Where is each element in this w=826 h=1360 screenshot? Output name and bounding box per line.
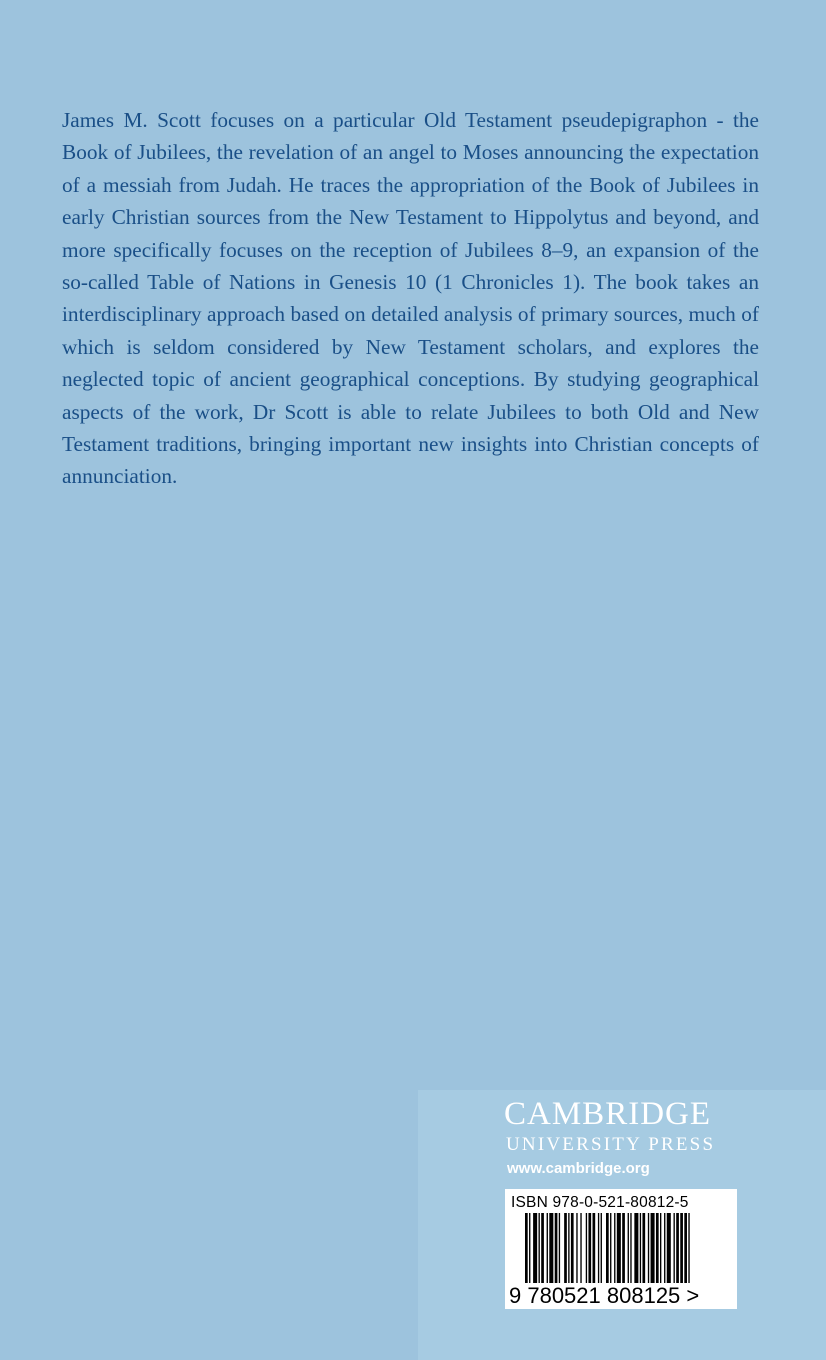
barcode-bar <box>559 1213 560 1283</box>
barcode-bar <box>667 1213 671 1283</box>
barcode-bar <box>617 1213 621 1283</box>
publisher-panel <box>418 1090 826 1360</box>
barcode-digits: 9 780521 808125 > <box>509 1283 700 1308</box>
barcode-bar <box>614 1213 615 1283</box>
barcode-bar <box>598 1213 599 1283</box>
barcode-bar <box>601 1213 602 1283</box>
barcode-bar <box>628 1213 629 1283</box>
barcode-bar <box>586 1213 587 1283</box>
book-description: James M. Scott focuses on a particular Old Testament pseudepigraphon - the Book of Jubilees, the revelation of an angel to Moses announcing the expectation of a messiah from Judah. He traces the appropriation of the Book of Jubilees in early Christian sources from the New Testament to Hippolytus and beyond, and more specifically focuses on the reception of Jubilees 8–9, an expansion of the so-called Table of Nations in Genesis 10 (1 Chronicles 1). The book takes an interdisciplinary approach based on detailed analysis of primary sources, much of which is seldom considered by New Testament scholars, and explores the neglected topic of ancient geographical conceptions. By studying geographical aspects of the work, Dr Scott is able to relate Jubilees to both Old and New Testament traditions, bringing important new insights into Christian concepts of annunciation. <box>62 108 759 489</box>
barcode-bar <box>688 1213 689 1283</box>
barcode-bar <box>674 1213 675 1283</box>
barcode-bar <box>622 1213 625 1283</box>
barcode-bar <box>606 1213 609 1283</box>
barcode-bar <box>610 1213 611 1283</box>
barcode-bars-icon <box>505 1213 737 1283</box>
publisher-subtitle: UNIVERSITY PRESS <box>506 1134 716 1155</box>
barcode-bar <box>648 1213 649 1283</box>
barcode-bar <box>580 1213 581 1283</box>
barcode-bar <box>684 1213 687 1283</box>
barcode-bar <box>656 1213 659 1283</box>
barcode-bar <box>593 1213 596 1283</box>
barcode-bar <box>539 1213 540 1283</box>
barcode <box>505 1189 737 1309</box>
barcode-bar <box>680 1213 683 1283</box>
barcode-bar <box>555 1213 558 1283</box>
barcode-bar <box>651 1213 655 1283</box>
isbn-label: ISBN 978-0-521-80812-5 <box>511 1194 689 1211</box>
barcode-bar <box>568 1213 569 1283</box>
barcode-bar <box>525 1213 528 1283</box>
barcode-bar <box>576 1213 577 1283</box>
barcode-bar <box>547 1213 548 1283</box>
barcode-bar <box>564 1213 567 1283</box>
publisher-name: CAMBRIDGE <box>504 1096 712 1132</box>
publisher-url: www.cambridge.org <box>507 1160 650 1177</box>
barcode-bar <box>640 1213 641 1283</box>
barcode-bar <box>634 1213 638 1283</box>
barcode-bar <box>571 1213 574 1283</box>
barcode-bar <box>630 1213 631 1283</box>
barcode-bar <box>660 1213 661 1283</box>
barcode-bar <box>549 1213 553 1283</box>
barcode-bar <box>541 1213 544 1283</box>
barcode-bar <box>529 1213 530 1283</box>
barcode-bar <box>676 1213 679 1283</box>
barcode-bar <box>664 1213 665 1283</box>
barcode-bar <box>588 1213 591 1283</box>
barcode-bar <box>642 1213 645 1283</box>
barcode-bar <box>533 1213 537 1283</box>
